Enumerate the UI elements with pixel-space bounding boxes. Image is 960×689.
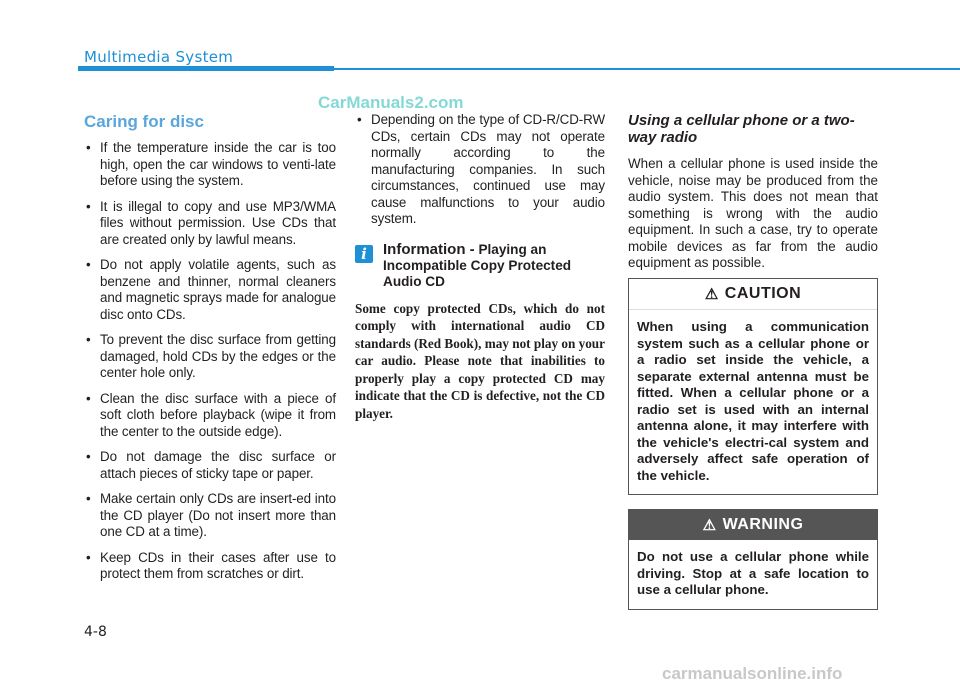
- column-left: [84, 112, 336, 592]
- caution-header: [629, 279, 877, 310]
- information-icon: i: [355, 245, 373, 263]
- list-item: • Keep CDs in their cases after use to protect them from scratches or dirt.: [84, 550, 336, 583]
- header-rule: [334, 68, 960, 70]
- caring-bullet-list: [84, 140, 336, 583]
- information-body: Some copy protected CDs, which do not comply with international audio CD standards (Red Book), may not play on your car audio. Please note that inabilities to properly play a copy protected CD may indicate that the CD is defective, not the CD player.: [355, 300, 605, 421]
- information-lead: Information -: [383, 240, 475, 258]
- caution-box: [628, 278, 878, 495]
- list-item: • If the temperature inside the car is too high, open the car windows to venti-late before using the system.: [84, 140, 336, 190]
- watermark-top: CarManuals2.com: [318, 93, 464, 112]
- caution-body: When using a communication system such as a cellular phone or a radio set inside the vehicle, a separate external antenna must be fitted. When a cellular phone or a radio set is used with an internal antenna alone, it may interfere with the vehicle's electri-cal system and adversely affect safe operation of the vehicle.: [637, 319, 869, 483]
- caring-for-disc-title: Caring for disc: [84, 112, 204, 131]
- caution-label: CAUTION: [724, 285, 802, 302]
- cellular-phone-body: When a cellular phone is used inside the vehicle, noise may be produced from the audio system. This does not mean that something is wrong with the audio equipment. In such a case, try to operate mobile devices as far from the audio equipment as possible.: [628, 156, 878, 270]
- watermark-bottom: carmanualsonline.info: [662, 664, 843, 683]
- header-accent-bar: [78, 66, 334, 71]
- list-item: • Do not damage the disc surface or attach pieces of sticky tape or paper.: [84, 449, 336, 482]
- list-item: • Do not apply volatile agents, such as benzene and thinner, normal cleaners and magnetic sprays made for analogue disc onto CDs.: [84, 257, 336, 323]
- list-item: • Depending on the type of CD-R/CD-RW CDs, certain CDs may not operate normally according to the manufacturing companies. In such circumstances, continued use may cause malfunctions to your audio system.: [355, 112, 605, 228]
- warning-body: Do not use a cellular phone while driving. Stop at a safe location to use a cellular phone.: [637, 549, 869, 597]
- information-subject: Playing an Incompatible Copy Protected Audio CD: [383, 241, 572, 289]
- column-right: [628, 112, 878, 272]
- warning-triangle-icon: ⚠: [702, 517, 717, 534]
- column-middle: [355, 112, 605, 435]
- warning-label: WARNING: [722, 516, 804, 533]
- page-number: 4-8: [84, 624, 107, 640]
- cellular-phone-title: Using a cellular phone or a two-way radio: [628, 112, 855, 146]
- list-item: • To prevent the disc surface from getting damaged, hold CDs by the edges or the center hole only.: [84, 332, 336, 382]
- warning-box: [628, 509, 878, 610]
- information-header: [355, 242, 605, 290]
- list-item: • It is illegal to copy and use MP3/WMA files without permission. Use CDs that are created only by lawful means.: [84, 199, 336, 249]
- caring-bullet-list-continued: [355, 112, 605, 228]
- list-item: • Make certain only CDs are insert-ed into the CD player (Do not insert more than one CD at a time).: [84, 491, 336, 541]
- warning-triangle-icon: ⚠: [704, 286, 719, 303]
- list-item: • Clean the disc surface with a piece of soft cloth before playback (wipe it from the center to the outside edge).: [84, 391, 336, 441]
- section-header-title: Multimedia System: [84, 48, 234, 66]
- information-title: [383, 242, 605, 290]
- warning-header: [629, 510, 877, 540]
